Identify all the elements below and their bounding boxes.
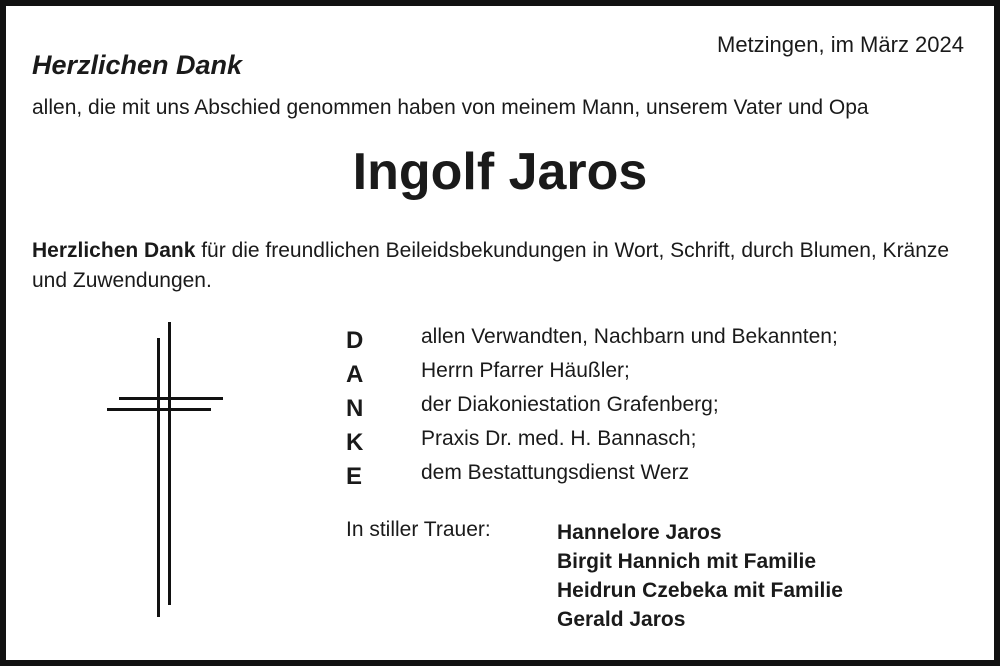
danke-line: Praxis Dr. med. H. Bannasch; xyxy=(421,427,697,450)
thanks-paragraph xyxy=(32,236,972,296)
mourner-name: Heidrun Czebeka mit Familie xyxy=(557,579,843,602)
danke-letter-k: K xyxy=(346,429,364,456)
mourning-label: In stiller Trauer: xyxy=(346,518,491,541)
mourner-list xyxy=(557,518,843,634)
danke-list xyxy=(421,320,838,490)
mourner-name: Birgit Hannich mit Familie xyxy=(557,550,817,573)
thanks-text: für die freundlichen Beileidsbekundungen in Wort, Schrift, durch Blumen, Kränze und Zuwendungen. xyxy=(32,239,950,292)
mourner-name: Gerald Jaros xyxy=(557,608,686,631)
danke-letter-a: A xyxy=(346,361,364,388)
danke-line: allen Verwandten, Nachbarn und Bekannten; xyxy=(421,325,838,348)
thanks-lead: Herzlichen Dank xyxy=(32,239,196,262)
danke-letters xyxy=(346,324,376,494)
intro-text: allen, die mit uns Abschied genommen haben von meinem Mann, unserem Vater und Opa xyxy=(32,96,869,119)
danke-letter-e: E xyxy=(346,463,363,490)
notice-heading: Herzlichen Dank xyxy=(32,50,243,80)
deceased-name: Ingolf Jaros xyxy=(352,143,648,201)
danke-letter-n: N xyxy=(346,395,364,422)
place-date: Metzingen, im März 2024 xyxy=(717,32,964,57)
danke-line: dem Bestattungsdienst Werz xyxy=(421,461,690,484)
danke-line: der Diakoniestation Grafenberg; xyxy=(421,393,719,416)
danke-letter-d: D xyxy=(346,327,364,354)
cross-icon xyxy=(105,322,225,617)
mourner-name: Hannelore Jaros xyxy=(557,521,722,544)
danke-line: Herrn Pfarrer Häußler; xyxy=(421,359,630,382)
